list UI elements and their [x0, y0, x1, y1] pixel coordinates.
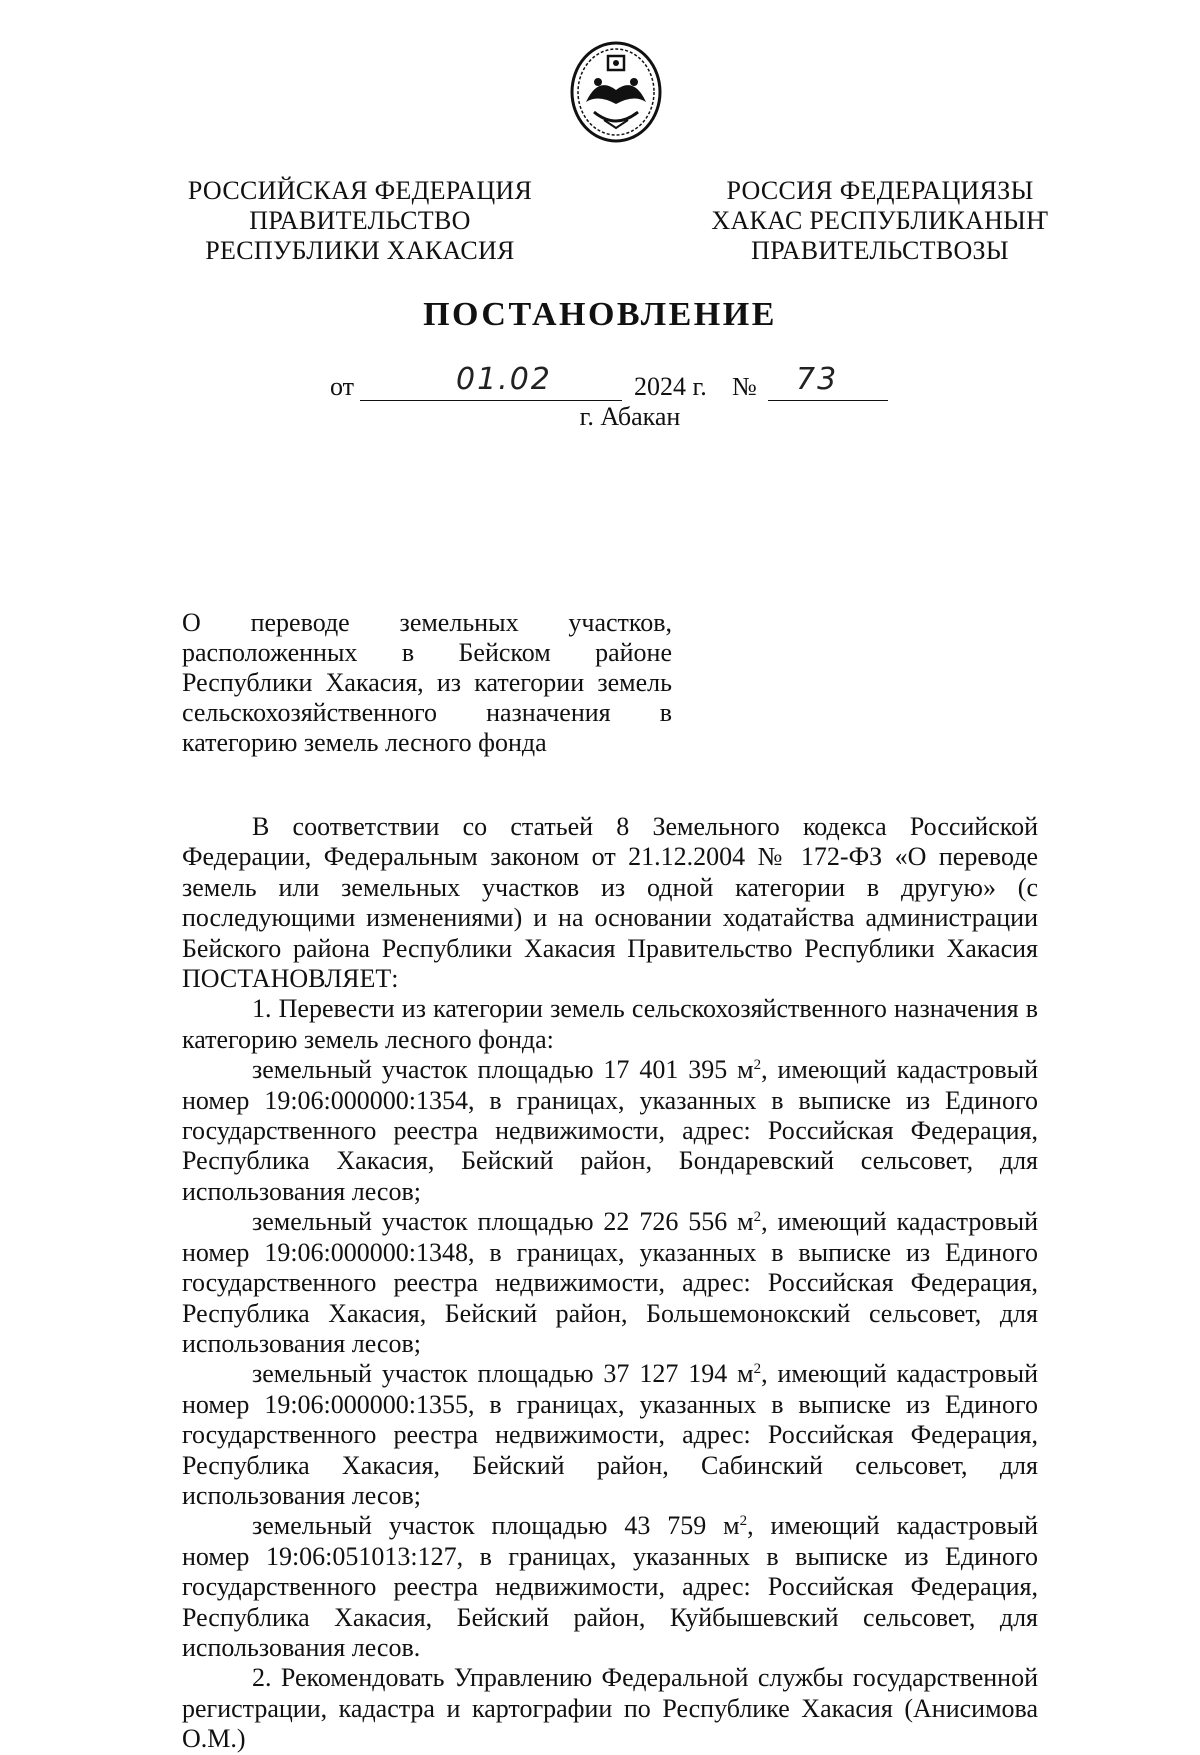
- header-left: [150, 176, 570, 266]
- area-unit-superscript: 2: [753, 1209, 762, 1226]
- area-unit-superscript: 2: [753, 1361, 762, 1378]
- subject-line-2: расположенных в Бейском районе: [182, 638, 672, 667]
- plot-paragraph: [182, 1511, 1038, 1663]
- header-left-line-1: РОССИЙСКАЯ ФЕДЕРАЦИЯ: [187, 176, 533, 205]
- plot-area: земельный участок площадью 43 759: [252, 1511, 707, 1541]
- subject-line-1: О переводе земельных участков,: [182, 608, 672, 637]
- header-left-line-2: ПРАВИТЕЛЬСТВО: [249, 206, 471, 235]
- number-label: №: [732, 372, 757, 401]
- subject-line-5: категорию земель лесного фонда: [182, 728, 547, 757]
- from-label: от: [330, 372, 355, 401]
- document-title: ПОСТАНОВЛЕНИЕ: [423, 296, 777, 333]
- subject-block: [182, 608, 672, 758]
- area-unit: м: [737, 1207, 754, 1237]
- handwritten-date: 01.02: [456, 362, 552, 397]
- header-left-line-3: РЕСПУБЛИКИ ХАКАСИЯ: [205, 236, 515, 265]
- plot-details: , имеющий кадастровый номер 19:06:000000:1354, в границах, указанных в выписке из Единого государственного реестра недвижимости, адрес: Российская Федерация, Республика Хакасия, Бейский район, Бондаревский сельсовет, для использования лесов;: [182, 1055, 1039, 1206]
- plot-details: , имеющий кадастровый номер 19:06:000000:1348, в границах, указанных в выписке из Единого государственного реестра недвижимости, адрес: Российская Федерация, Республика Хакасия, Бейский район, Большемонокский сельсовет, для использования лесов;: [182, 1207, 1039, 1358]
- plot-paragraph: [182, 1207, 1038, 1359]
- city-label: г. Абакан: [579, 402, 681, 431]
- plot-details: , имеющий кадастровый номер 19:06:051013:127, в границах, указанных в выписке из Единого государственного реестра недвижимости, адрес: Российская Федерация, Республика Хакасия, Бейский район, Куйбышевский сельсовет, для использования лесов.: [182, 1511, 1038, 1662]
- subject-line-3: Республики Хакасия, из категории земель: [182, 668, 672, 697]
- preamble-paragraph: В соответствии со статьей 8 Земельного кодекса Российской Федерации, Федеральным законом от 21.12.2004 № 172-ФЗ «О переводе земель или земельных участков из одной категории в другую» (с последующими изменениями) и на основании ходатайства администрации Бейского района Республики Хакасия Правительство Республики Хакасия ПОСТАНОВЛЯЕТ:: [182, 812, 1038, 994]
- area-unit: м: [737, 1359, 754, 1389]
- area-unit-superscript: 2: [739, 1513, 748, 1530]
- number-underline: [768, 400, 888, 401]
- handwritten-number: 73: [796, 362, 839, 397]
- area-unit: м: [723, 1511, 740, 1541]
- plot-paragraph: [182, 1055, 1038, 1207]
- document-body: [182, 812, 1038, 1755]
- date-underline: [360, 400, 622, 401]
- plot-area: земельный участок площадью 17 401 395: [252, 1055, 728, 1085]
- area-unit: м: [737, 1055, 754, 1085]
- plot-area: земельный участок площадью 37 127 194: [252, 1359, 728, 1389]
- header-right-line-1: РОССИЯ ФЕДЕРАЦИЯЗЫ: [726, 176, 1034, 205]
- area-unit-superscript: 2: [753, 1057, 762, 1074]
- plot-paragraph: [182, 1359, 1038, 1511]
- date-number-line: [330, 362, 910, 402]
- header-right-line-3: ПРАВИТЕЛЬСТВОЗЫ: [751, 236, 1009, 265]
- coat-of-arms-icon: [568, 40, 664, 144]
- header-right-line-2: ХАКАС РЕСПУБЛИКАНЫҤ: [711, 206, 1049, 235]
- year-label: 2024 г.: [634, 372, 707, 401]
- plot-area: земельный участок площадью 22 726 556: [252, 1207, 728, 1237]
- item-1-paragraph: 1. Перевести из категории земель сельскохозяйственного назначения в категорию земель лесного фонда:: [182, 994, 1038, 1054]
- subject-line-4: сельскохозяйственного назначения в: [182, 698, 672, 727]
- item-2-paragraph: 2. Рекомендовать Управлению Федеральной службы государственной регистрации, кадастра и картографии по Республике Хакасия (Анисимова О.М.): [182, 1663, 1038, 1754]
- plot-details: , имеющий кадастровый номер 19:06:000000:1355, в границах, указанных в выписке из Единого государственного реестра недвижимости, адрес: Российская Федерация, Республика Хакасия, Бейский район, Сабинский сельсовет, для использования лесов;: [182, 1359, 1039, 1510]
- header-right: [670, 176, 1090, 266]
